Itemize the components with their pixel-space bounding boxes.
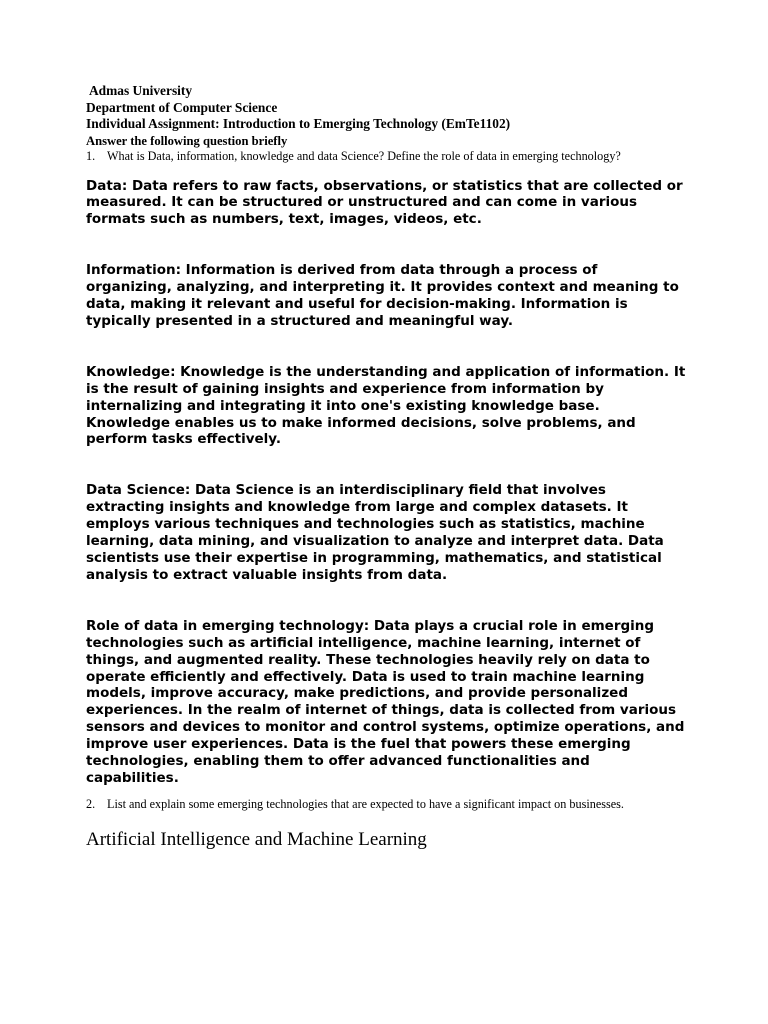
document-page bbox=[86, 83, 686, 851]
university-name: Admas University bbox=[89, 83, 193, 98]
question-2 bbox=[86, 797, 646, 812]
assignment-title: Individual Assignment: Introduction to Emerging Technology (EmTe1102) bbox=[86, 116, 511, 131]
question-text: List and explain some emerging technologies that are expected to have a significant impact on businesses. bbox=[107, 796, 624, 811]
answer-role-of-data: Role of data in emerging technology: Data plays a crucial role in emerging technologies such as artificial intelligence, machine learning, internet of things, and augmented reality. These technologies heavily rely on data to operate efficiently and effectively. Data is used to train machine learning models, improve accuracy, make predictions, and provide personalized experiences. In the realm of internet of things, data is collected from various sensors and devices to monitor and control systems, optimize operations, and improve user experiences. Data is the fuel that powers these emerging technologies, enabling them to offer advanced functionalities and capabilities. bbox=[86, 617, 685, 786]
question-1 bbox=[86, 149, 634, 164]
section-heading: Artificial Intelligence and Machine Learning bbox=[86, 828, 427, 850]
paragraph-gap bbox=[86, 448, 686, 482]
answer-information: Information: Information is derived from data through a process of organizing, analyzing, and interpreting it. It provides context and meaning to data, making it relevant and useful for decision-making. Information is typically presented in a structured and meaningful way. bbox=[86, 262, 679, 329]
answer-data: Data: Data refers to raw facts, observations, or statistics that are collected or measured. It can be structured or unstructured and can come in various formats such as numbers, text, images, videos, etc. bbox=[86, 177, 683, 228]
paragraph-gap bbox=[86, 330, 686, 364]
question-number: 2. bbox=[86, 796, 96, 811]
answer-data-science: Data Science: Data Science is an interdisciplinary field that involves extracting insights and knowledge from large and complex datasets. It employs various techniques and technologies such as statistics, machine learning, data mining, and visualization to analyze and interpret data. Data scientists use their expertise in programming, mathematics, and statistical analysis to extract valuable insights from data. bbox=[86, 482, 664, 583]
question-text: What is Data, information, knowledge and data Science? Define the role of data in emerging technology? bbox=[107, 148, 621, 163]
answer-knowledge: Knowledge: Knowledge is the understanding and application of information. It is the result of gaining insights and experience from information by internalizing and integrating it into one's existing knowledge base. Knowledge enables us to make informed decisions, solve problems, and perform tasks effectively. bbox=[86, 363, 686, 448]
paragraph-gap bbox=[86, 228, 686, 262]
paragraph-gap bbox=[86, 584, 686, 618]
instructions: Answer the following question briefly bbox=[86, 133, 288, 148]
question-number: 1. bbox=[86, 148, 96, 163]
department-name: Department of Computer Science bbox=[86, 99, 278, 115]
